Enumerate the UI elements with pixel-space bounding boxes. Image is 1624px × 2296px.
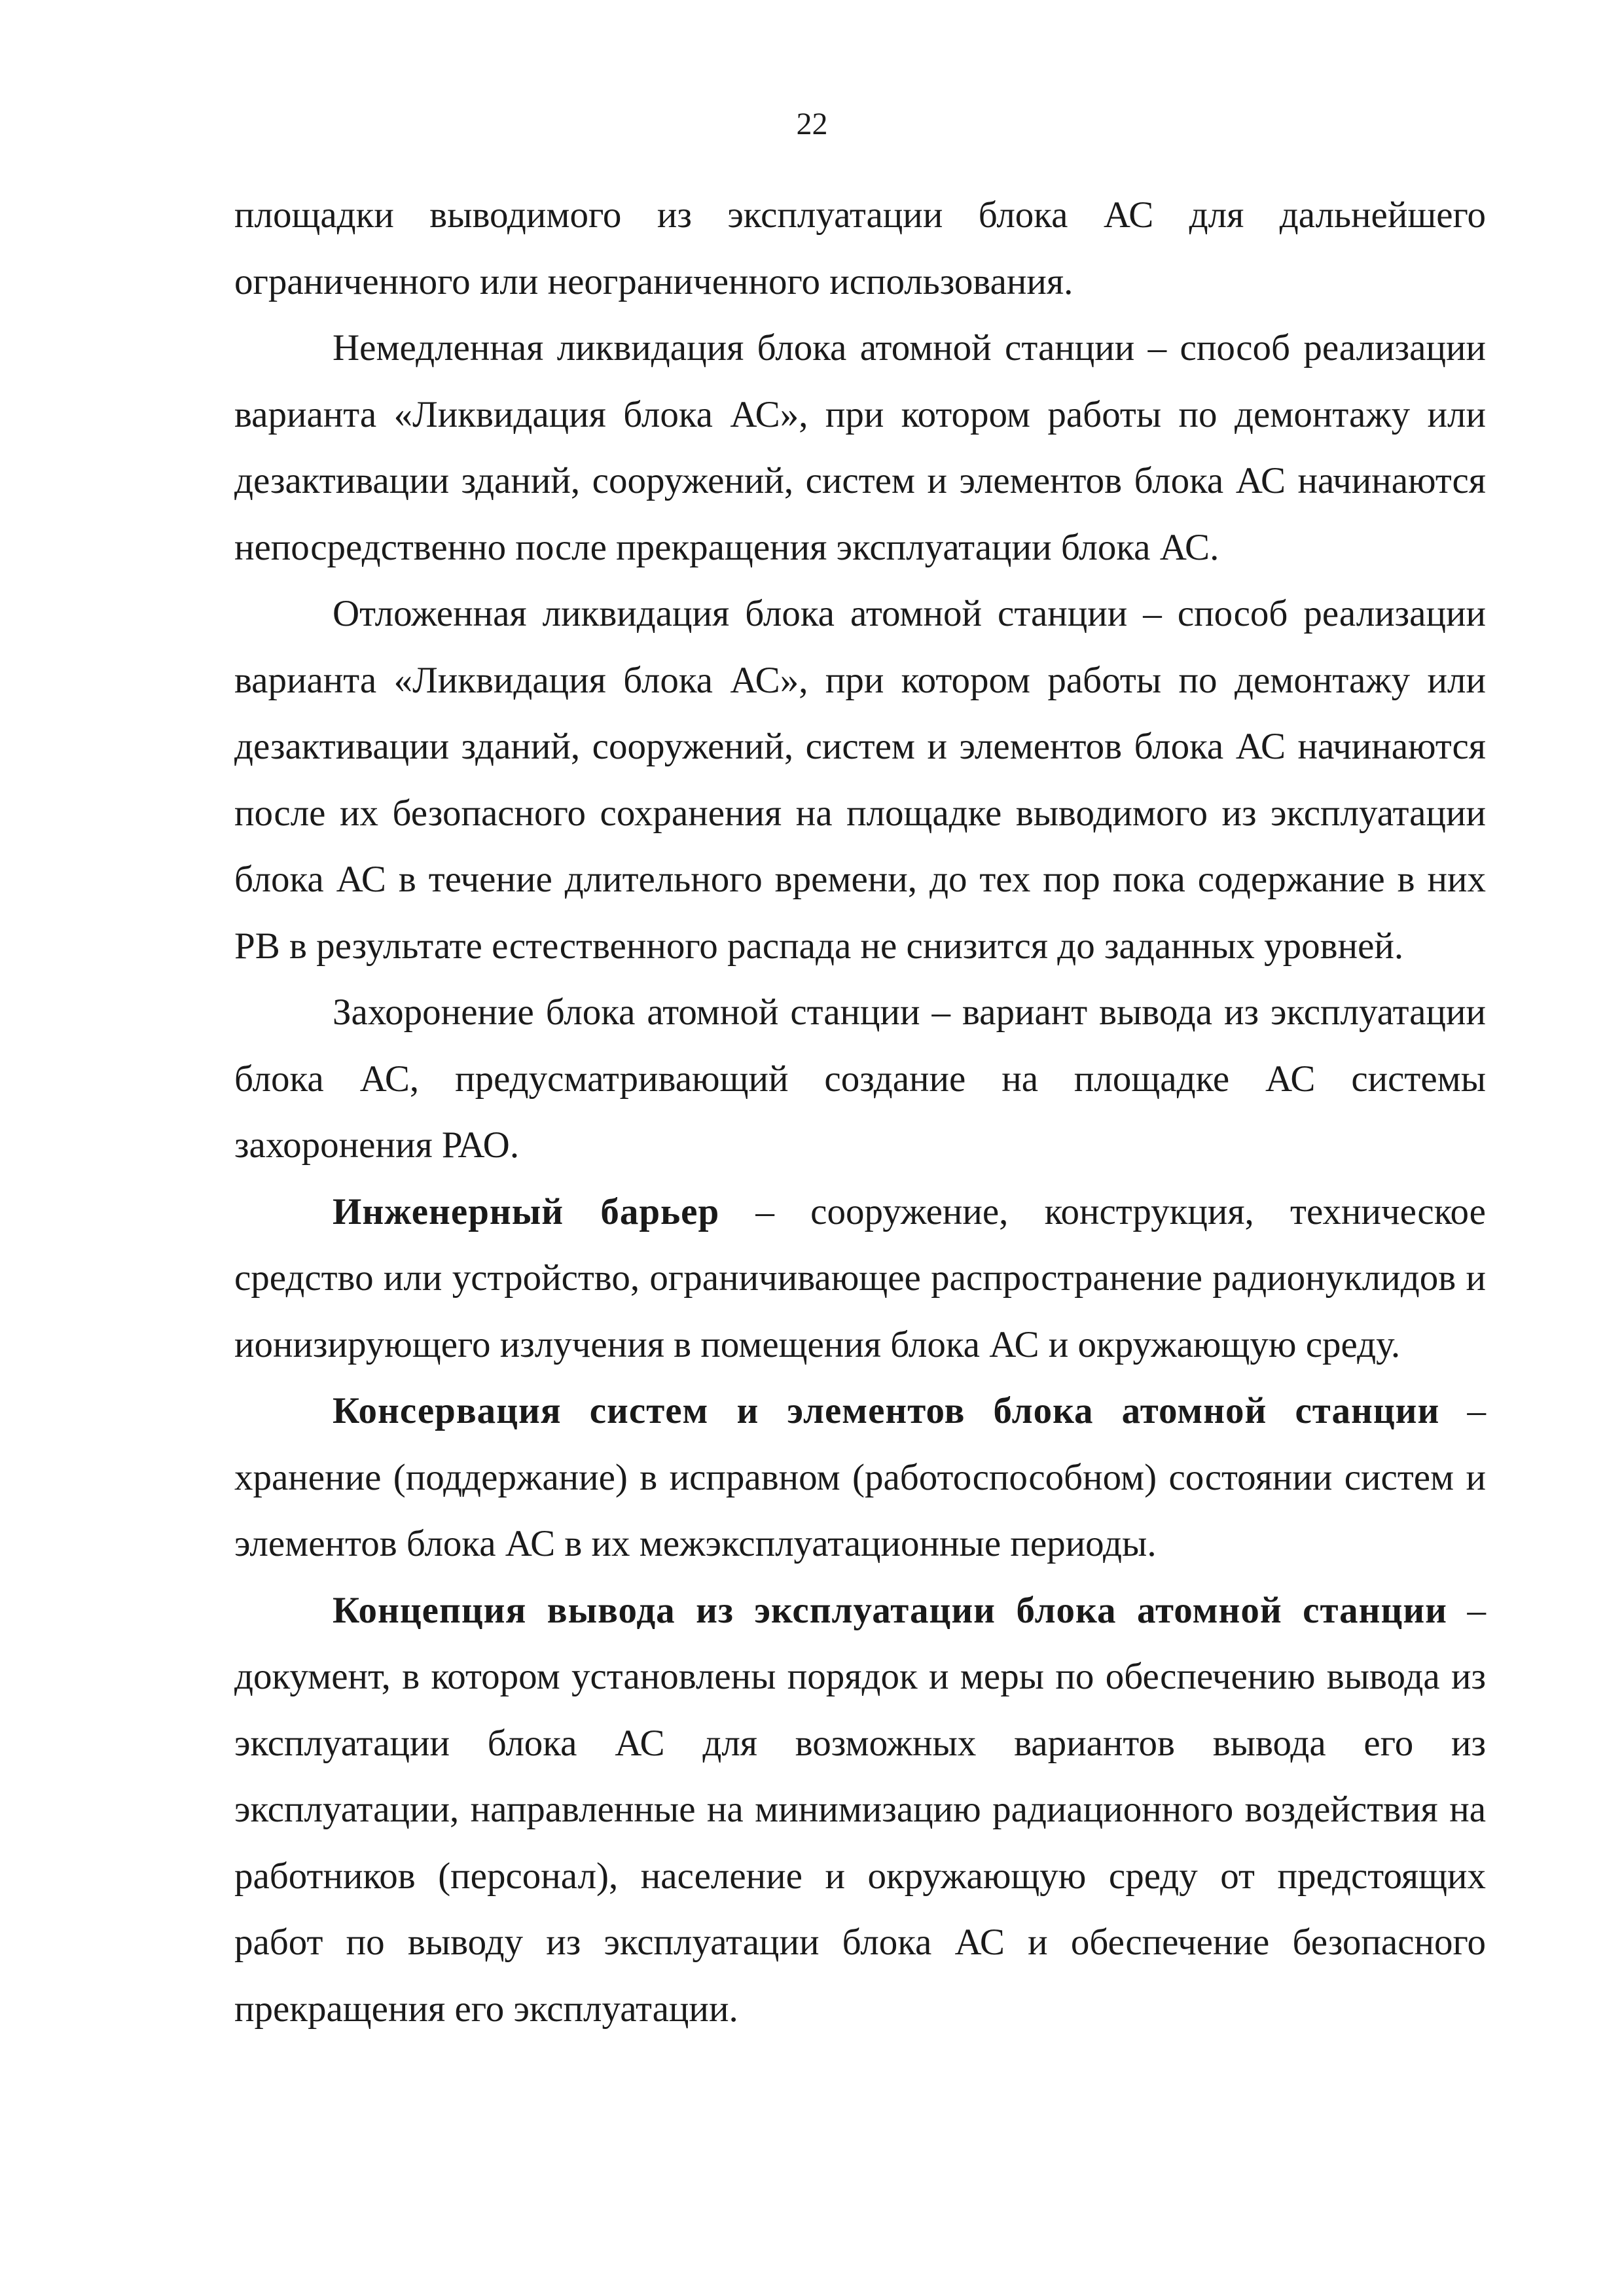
definition-engineering-barrier bbox=[234, 1179, 1486, 1378]
definition-entombment bbox=[234, 979, 1486, 1179]
term-heading: Концепция вывода из эксплуатации блока атомной станции bbox=[333, 1589, 1448, 1631]
term-heading: Консервация систем и элементов блока атомной станции bbox=[333, 1390, 1440, 1431]
definition-deferred-dismantling bbox=[234, 581, 1486, 979]
page-number: 22 bbox=[796, 107, 828, 141]
paragraph-text: Захоронение блока атомной станции – вариант вывода из эксплуатации блока АС, предусматривающий создание на площадке АС системы захоронения РАО. bbox=[234, 992, 1486, 1166]
paragraph-text: Отложенная ликвидация блока атомной станции – способ реализации варианта «Ликвидация блока АС», при котором работы по демонтажу или дезактивации зданий, сооружений, систем и элементов блока АС начинаются после их безопасного сохранения на площадке выводимого из эксплуатации блока АС в течение длительного времени, до тех пор пока содержание в них РВ в результате естественного распада не снизится до заданных уровней. bbox=[234, 593, 1486, 967]
definition-immediate-dismantling bbox=[234, 315, 1486, 581]
definition-decommissioning-concept bbox=[234, 1577, 1486, 2043]
term-heading: Инженерный барьер bbox=[333, 1191, 720, 1232]
paragraph-text: Немедленная ликвидация блока атомной станции – способ реализации варианта «Ликвидация блока АС», при котором работы по демонтажу или дезактивации зданий, сооружений, систем и элементов блока АС начинаются непосредственно после прекращения эксплуатации блока АС. bbox=[234, 327, 1486, 568]
definition-conservation bbox=[234, 1378, 1486, 1577]
definition-text: – сооружение, конструкция, техническое средство или устройство, ограничивающее распространение радионуклидов и ионизирующего излучения в помещения блока АС и окружающую среду. bbox=[234, 1191, 1486, 1365]
paragraph-text: площадки выводимого из эксплуатации блока АС для дальнейшего ограниченного или неограниченного использования. bbox=[234, 194, 1486, 302]
document-body bbox=[234, 182, 1486, 2042]
definition-text: – документ, в котором установлены порядок и меры по обеспечению вывода из эксплуатации блока АС для возможных вариантов вывода его из эксплуатации, направленные на минимизацию радиационного воздействия на работников (персонал), население и окружающую среду от предстоящих работ по выводу из эксплуатации блока АС и обеспечение безопасного прекращения его эксплуатации. bbox=[234, 1589, 1486, 2030]
paragraph-continued bbox=[234, 182, 1486, 315]
definition-text: – хранение (поддержание) в исправном (работоспособном) состоянии систем и элементов блока АС в их межэксплуатационные периоды. bbox=[234, 1390, 1487, 1564]
